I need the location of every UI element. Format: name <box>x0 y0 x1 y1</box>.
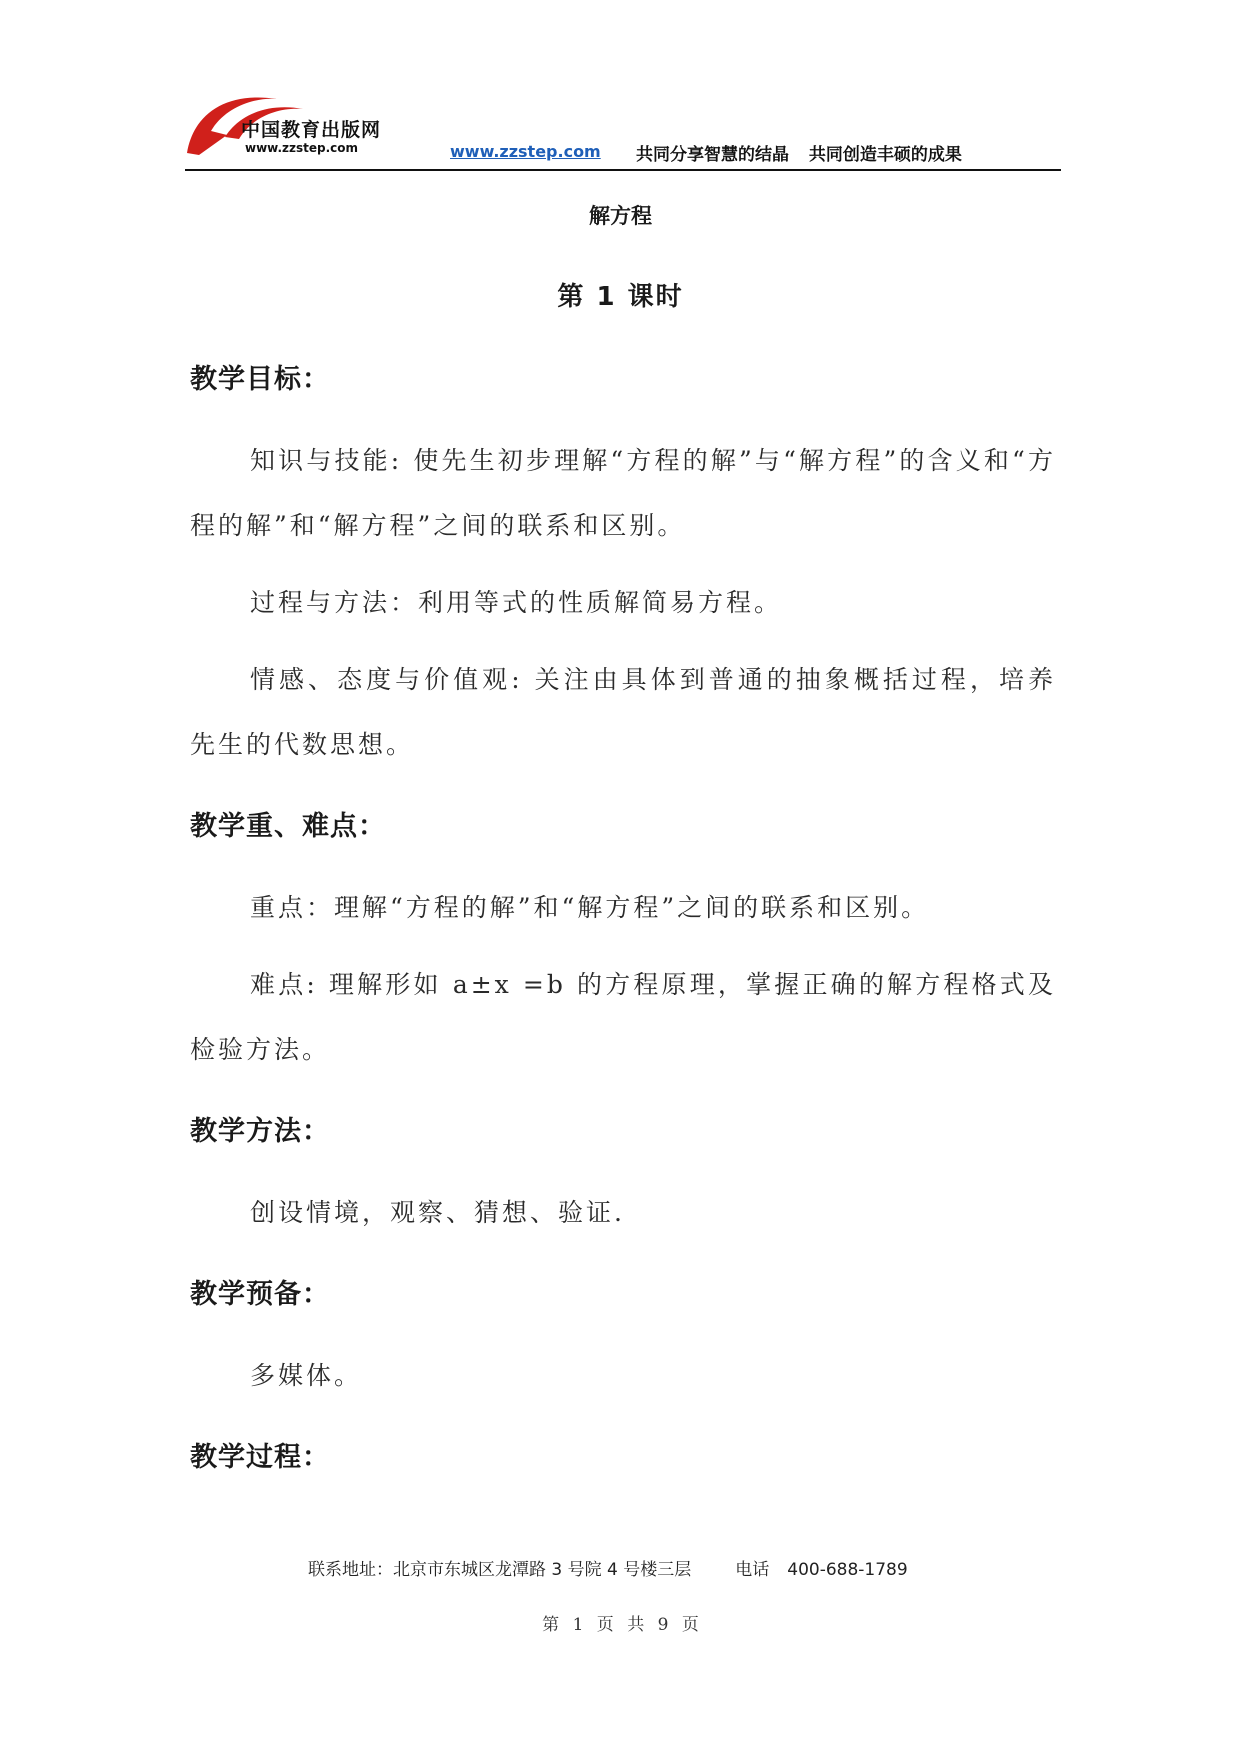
paragraph: 多媒体。 <box>250 1361 363 1390</box>
phone-label: 电话 <box>735 1560 770 1580</box>
paragraph: 情感、态度与价值观: 关注由具体到普通的抽象概括过程，培养先生的代数思想。 <box>190 665 1056 759</box>
site-link[interactable]: www.zzstep.com <box>450 142 601 161</box>
paragraph: 知识与技能: 使先生初步理解“方程的解”与“解方程”的含义和“方程的解”和“解方程”之间的联系和区别。 <box>190 446 1056 540</box>
paragraph: 创设情境，观察、猜想、验证. <box>250 1198 625 1227</box>
document-title: 解方程 <box>589 204 652 228</box>
section-heading-process: 教学过程： <box>190 1442 330 1473</box>
header-divider <box>185 169 1061 171</box>
address-value: 北京市东城区龙潭路 3 号院 4 号楼三层 <box>393 1560 692 1580</box>
header-slogan: 共同分享智慧的结晶 共同创造丰硕的成果 <box>636 145 962 165</box>
paragraph: 重点：理解“方程的解”和“解方程”之间的联系和区别。 <box>250 893 930 922</box>
paragraph: 过程与方法：利用等式的性质解简易方程。 <box>250 588 783 617</box>
address-label: 联系地址： <box>308 1560 393 1580</box>
footer-contact <box>308 1555 908 1580</box>
logo-url: www.zzstep.com <box>245 141 359 155</box>
section-heading-methods: 教学方法： <box>190 1116 330 1147</box>
section-heading-preparation: 教学预备： <box>190 1279 330 1310</box>
publisher-logo[interactable] <box>185 85 395 157</box>
section-heading-key-points: 教学重、难点： <box>190 811 386 842</box>
paragraph: 难点: 理解形如 a±x =b 的方程原理，掌握正确的解方程格式及检验方法。 <box>190 970 1056 1064</box>
section-heading-objectives: 教学目标： <box>190 364 330 395</box>
page-indicator: 第 1 页 共 9 页 <box>542 1615 699 1635</box>
page-header <box>185 85 1061 171</box>
phone-value: 400-688-1789 <box>787 1560 908 1580</box>
logo-name: 中国教育出版网 <box>241 119 382 141</box>
document-body <box>190 360 1056 1478</box>
document-subtitle: 第 1 课时 <box>557 282 684 312</box>
